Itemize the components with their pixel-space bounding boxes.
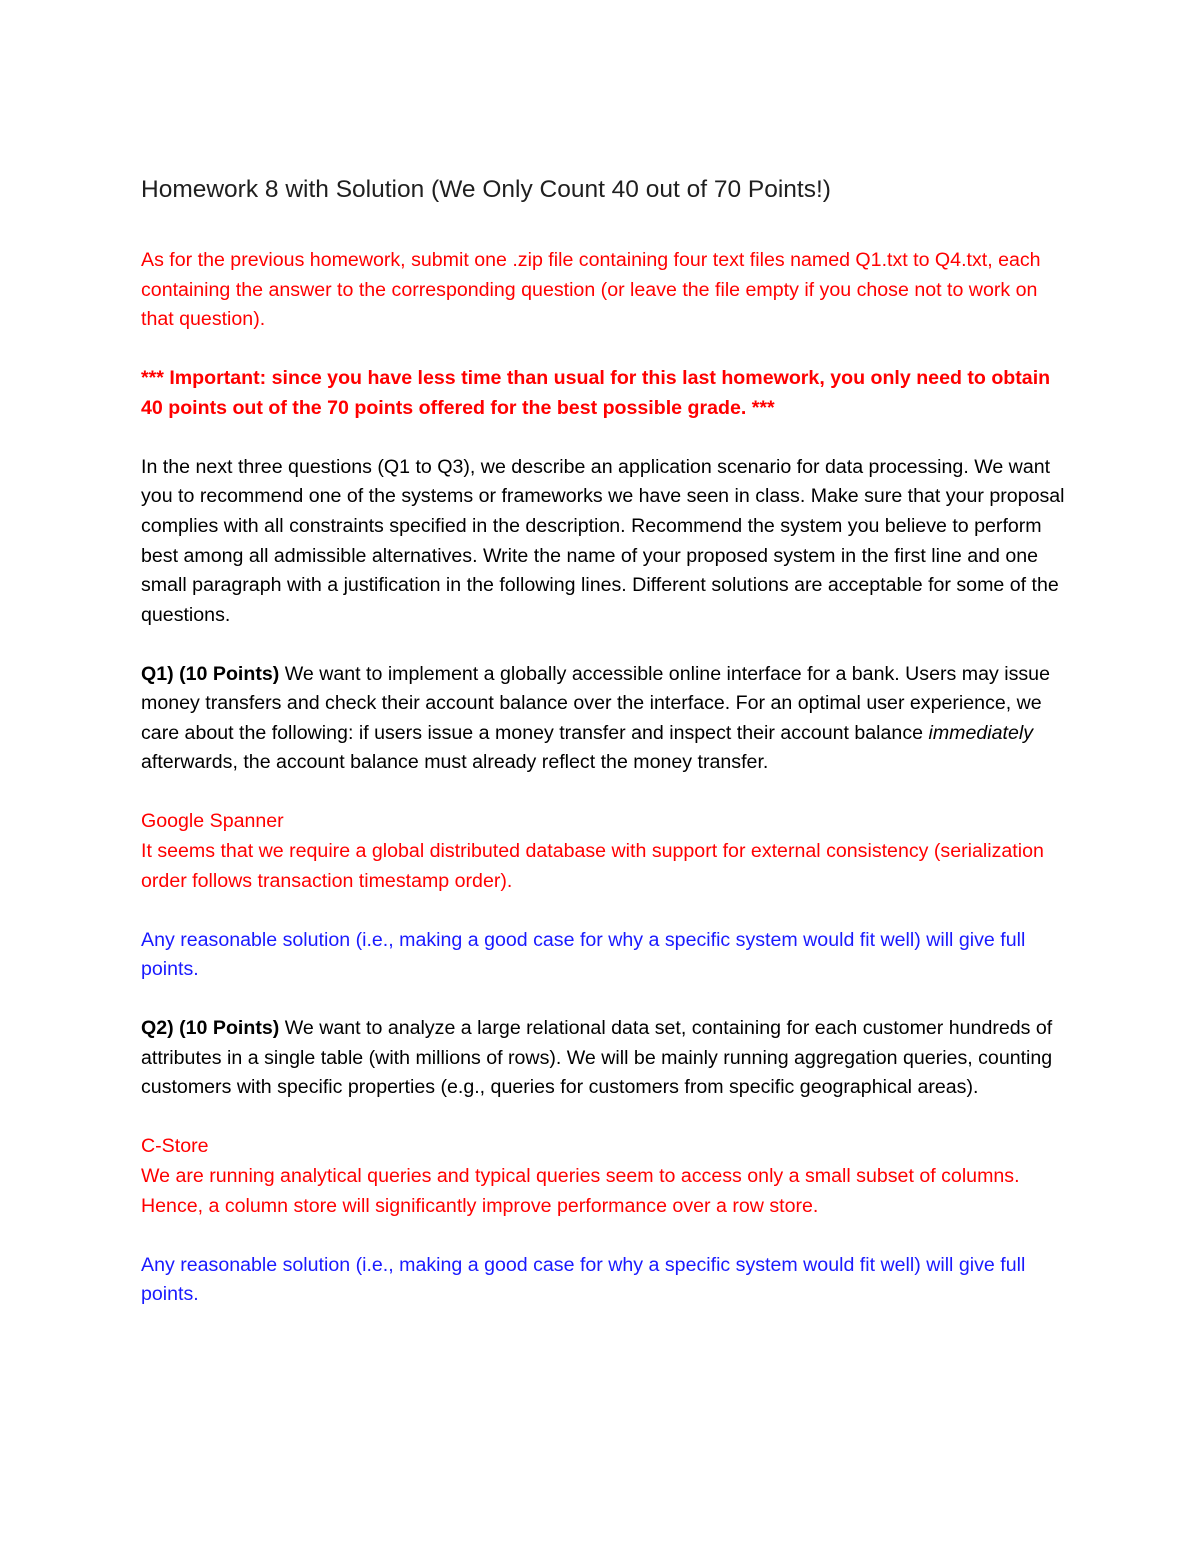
question-emphasis: immediately <box>928 721 1034 744</box>
intro-paragraph: In the next three questions (Q1 to Q3), we describe an application scenario for data processing. We want you to recommend one of the systems or frameworks we have seen in class. Make sure that your proposal complies with all constraints specified in the description. Recommend the system you believe to perform best among all admissible alternatives. Write the name of your proposed system in the first line and one small paragraph with a justification in the following lines. Different solutions are acceptable for some of the questions. <box>141 455 1065 626</box>
answer-system: C-Store <box>141 1135 209 1158</box>
question-label: Q2) (10 Points) <box>141 1017 280 1040</box>
grading-note-q1: Any reasonable solution (i.e., making a good case for why a specific system would fit well) will give full points. <box>141 928 1026 981</box>
question-label: Q1) (10 Points) <box>141 662 280 685</box>
grading-note-q2: Any reasonable solution (i.e., making a good case for why a specific system would fit well) will give full points. <box>141 1253 1026 1306</box>
question-q1 <box>141 660 1071 778</box>
question-q2 <box>141 1014 1071 1103</box>
submission-note: As for the previous homework, submit one .zip file containing four text files named Q1.txt to Q4.txt, each containing the answer to the corresponding question (or leave the file empty if you chose not to work on that question). <box>141 249 1041 331</box>
answer-q2 <box>141 1132 1071 1221</box>
answer-justification: We are running analytical queries and typical queries seem to access only a small subset of columns. Hence, a column store will significantly improve performance over a row store. <box>141 1164 1020 1217</box>
question-text-end: afterwards, the account balance must already reflect the money transfer. <box>141 751 769 774</box>
answer-q1 <box>141 807 1071 896</box>
question-text: We want to implement a globally accessible online interface for a bank. Users may issue money transfers and check their account balance over the interface. For an optimal user experience, we care about the following: if users issue a money transfer and inspect their account balance <box>141 662 1050 744</box>
answer-justification: It seems that we require a global distributed database with support for external consistency (serialization order follows transaction timestamp order). <box>141 840 1044 892</box>
important-note: *** Important: since you have less time than usual for this last homework, you only need to obtain 40 points out of the 70 points offered for the best possible grade. *** <box>141 367 1051 419</box>
answer-system: Google Spanner <box>141 810 284 833</box>
document-page <box>141 172 1071 1339</box>
question-text: We want to analyze a large relational data set, containing for each customer hundreds of attributes in a single table (with millions of rows). We will be mainly running aggregation queries, counting customers with specific properties (e.g., queries for customers from specific geographical areas). <box>141 1017 1053 1099</box>
document-title: Homework 8 with Solution (We Only Count 40 out of 70 Points!) <box>141 176 831 203</box>
